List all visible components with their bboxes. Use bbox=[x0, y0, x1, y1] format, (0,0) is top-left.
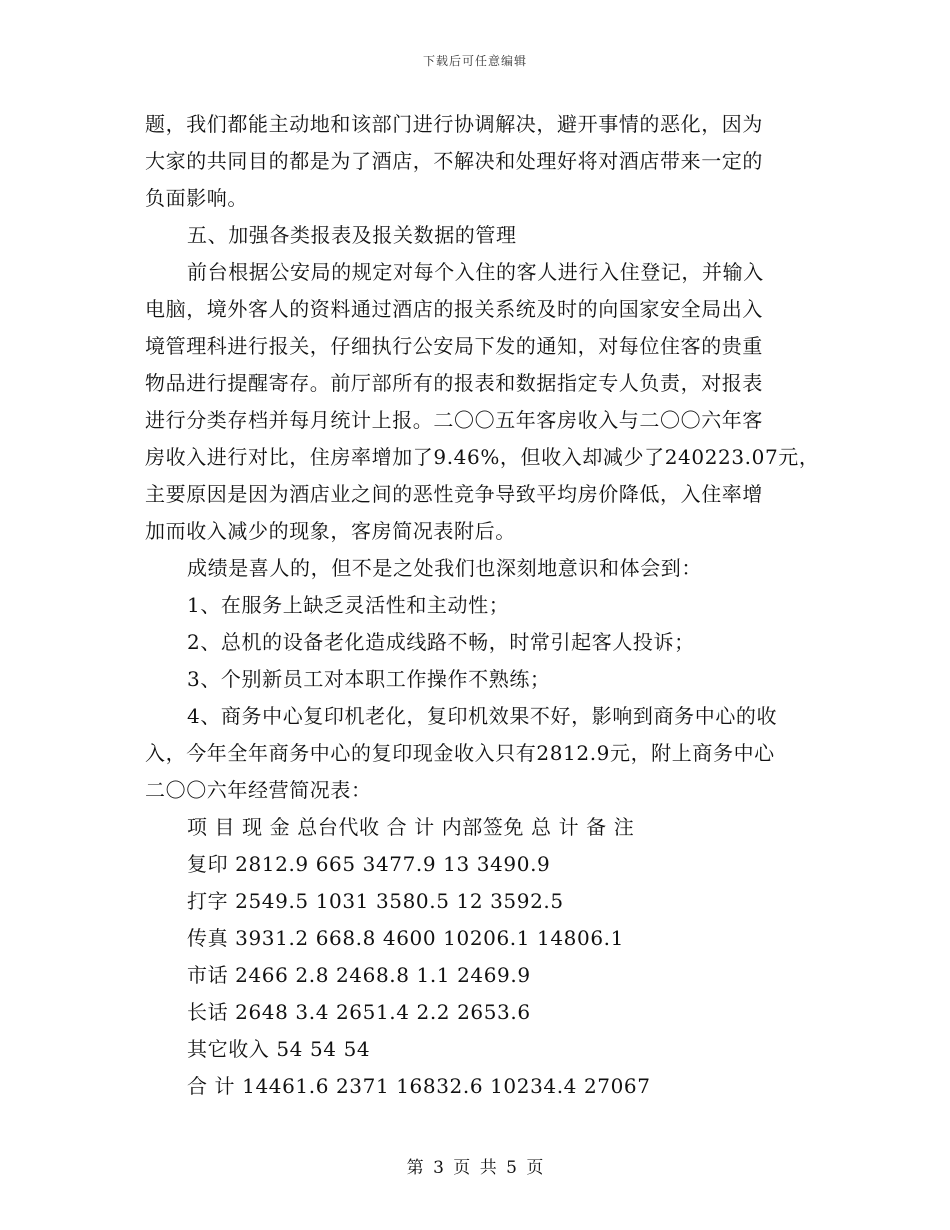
paragraph-line: 成绩是喜人的，但不是之处我们也深刻地意识和体会到： bbox=[187, 556, 702, 580]
paragraph-line: 电脑，境外客人的资料通过酒店的报关系统及时的向国家安全局出入 bbox=[145, 297, 763, 321]
table-row: 合 计 14461.6 2371 16832.6 10234.4 27067 bbox=[187, 1074, 651, 1098]
table-header-line: 项 目 现 金 总台代收 合 计 内部签免 总 计 备 注 bbox=[187, 815, 635, 839]
paragraph-line: 进行分类存档并每月统计上报。二〇〇五年客房收入与二〇〇六年客 bbox=[145, 408, 763, 432]
page-number: 第 3 页 共 5 页 bbox=[406, 1158, 544, 1178]
paragraph-line: 前台根据公安局的规定对每个入住的客人进行入住登记，并输入 bbox=[187, 260, 764, 284]
list-item: 4、商务中心复印机老化，复印机效果不好，影响到商务中心的收 bbox=[187, 704, 778, 728]
paragraph-line: 负面影响。 bbox=[145, 186, 248, 210]
paragraph-line: 物品进行提醒寄存。前厅部所有的报表和数据指定专人负责，对报表 bbox=[145, 371, 763, 395]
table-row: 其它收入 54 54 54 bbox=[187, 1037, 371, 1061]
list-item: 2、总机的设备老化造成线路不畅，时常引起客人投诉； bbox=[187, 630, 695, 654]
list-item: 1、在服务上缺乏灵活性和主动性； bbox=[187, 593, 510, 617]
table-row: 复印 2812.9 665 3477.9 13 3490.9 bbox=[187, 852, 551, 876]
section-heading: 五、加强各类报表及报关数据的管理 bbox=[187, 223, 517, 247]
paragraph-line: 加而收入减少的现象，客房简况表附后。 bbox=[145, 519, 516, 543]
header-note: 下载后可任意编辑 bbox=[422, 54, 527, 68]
document-body bbox=[145, 106, 820, 1105]
paragraph-line: 房收入进行对比，住房率增加了9.46%，但收入却减少了240223.07元， bbox=[145, 445, 820, 469]
paragraph-line: 入，今年全年商务中心的复印现金收入只有2812.9元，附上商务中心 bbox=[145, 741, 775, 765]
table-row: 传真 3931.2 668.8 4600 10206.1 14806.1 bbox=[187, 926, 624, 950]
table-row: 打字 2549.5 1031 3580.5 12 3592.5 bbox=[187, 889, 564, 913]
paragraph-line: 二〇〇六年经营简况表： bbox=[145, 778, 372, 802]
table-row: 长话 2648 3.4 2651.4 2.2 2653.6 bbox=[187, 1000, 531, 1024]
paragraph-line: 境管理科进行报关，仔细执行公安局下发的通知，对每位住客的贵重 bbox=[145, 334, 763, 358]
paragraph-line: 题，我们都能主动地和该部门进行协调解决，避开事情的恶化，因为 bbox=[145, 112, 763, 136]
paragraph-line: 大家的共同目的都是为了酒店，不解决和处理好将对酒店带来一定的 bbox=[145, 149, 763, 173]
paragraph-line: 主要原因是因为酒店业之间的恶性竞争导致平均房价降低，入住率增 bbox=[145, 482, 763, 506]
table-row: 市话 2466 2.8 2468.8 1.1 2469.9 bbox=[187, 963, 531, 987]
list-item: 3、个别新员工对本职工作操作不熟练； bbox=[187, 667, 551, 691]
